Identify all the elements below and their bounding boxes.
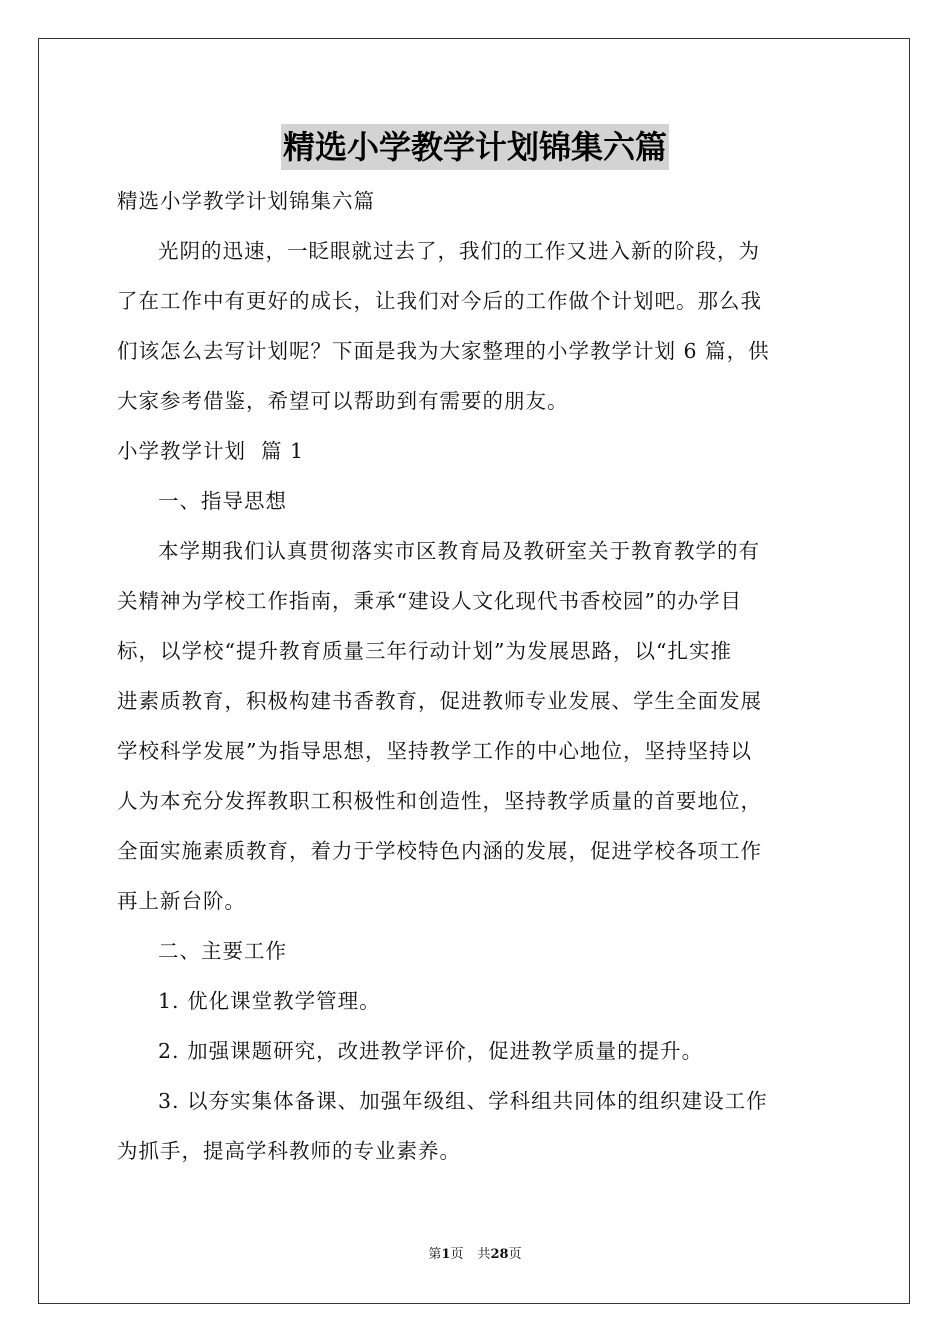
body-line: 全面实施素质教育，着力于学校特色内涵的发展，促进学校各项工作	[117, 839, 762, 863]
list-item: 3. 以夯实集体备课、加强年级组、学科组共同体的组织建设工作	[158, 1089, 768, 1113]
footer-page-suffix: 页	[450, 1247, 464, 1262]
footer-page-current: 1	[441, 1247, 451, 1262]
intro-line: 光阴的迅速，一眨眼就过去了，我们的工作又进入新的阶段，为	[158, 239, 760, 263]
list-item-continuation: 为抓手，提高学科教师的专业素养。	[117, 1139, 461, 1163]
heading-main-work: 二、主要工作	[158, 939, 287, 963]
body-line: 本学期我们认真贯彻落实市区教育局及教研室关于教育教学的有	[158, 539, 760, 563]
document-subtitle: 精选小学教学计划锦集六篇	[117, 189, 375, 213]
footer-page-prefix: 第	[428, 1247, 442, 1262]
section-heading: 小学教学计划 篇 1	[117, 439, 305, 463]
body-line: 进素质教育，积极构建书香教育，促进教师专业发展、学生全面发展	[117, 689, 762, 713]
heading-guiding-ideology: 一、指导思想	[158, 489, 287, 513]
body-line: 关精神为学校工作指南，秉承“建设人文化现代书香校园”的办学目	[117, 589, 742, 613]
body-line: 学校科学发展”为指导思想，坚持教学工作的中心地位，坚持坚持以	[117, 739, 752, 763]
footer-total-prefix: 共	[477, 1247, 491, 1262]
list-item: 1. 优化课堂教学管理。	[158, 989, 381, 1013]
body-line: 标，以学校“提升教育质量三年行动计划”为发展思路，以“扎实推	[117, 639, 732, 663]
document-body	[117, 176, 833, 1176]
intro-line: 们该怎么去写计划呢？下面是我为大家整理的小学教学计划 6 篇，供	[117, 339, 770, 363]
footer-total-suffix: 页	[508, 1247, 522, 1262]
body-line: 再上新台阶。	[117, 889, 246, 913]
title-wrap	[0, 124, 950, 170]
intro-line: 了在工作中有更好的成长，让我们对今后的工作做个计划吧。那么我	[117, 289, 762, 313]
page-footer	[0, 1245, 950, 1265]
list-item: 2. 加强课题研究，改进教学评价，促进教学质量的提升。	[158, 1039, 704, 1063]
document-title: 精选小学教学计划锦集六篇	[281, 124, 669, 170]
footer-page-total: 28	[490, 1247, 509, 1262]
intro-line: 大家参考借鉴，希望可以帮助到有需要的朋友。	[117, 389, 569, 413]
body-line: 人为本充分发挥教职工积极性和创造性，坚持教学质量的首要地位，	[117, 789, 762, 813]
